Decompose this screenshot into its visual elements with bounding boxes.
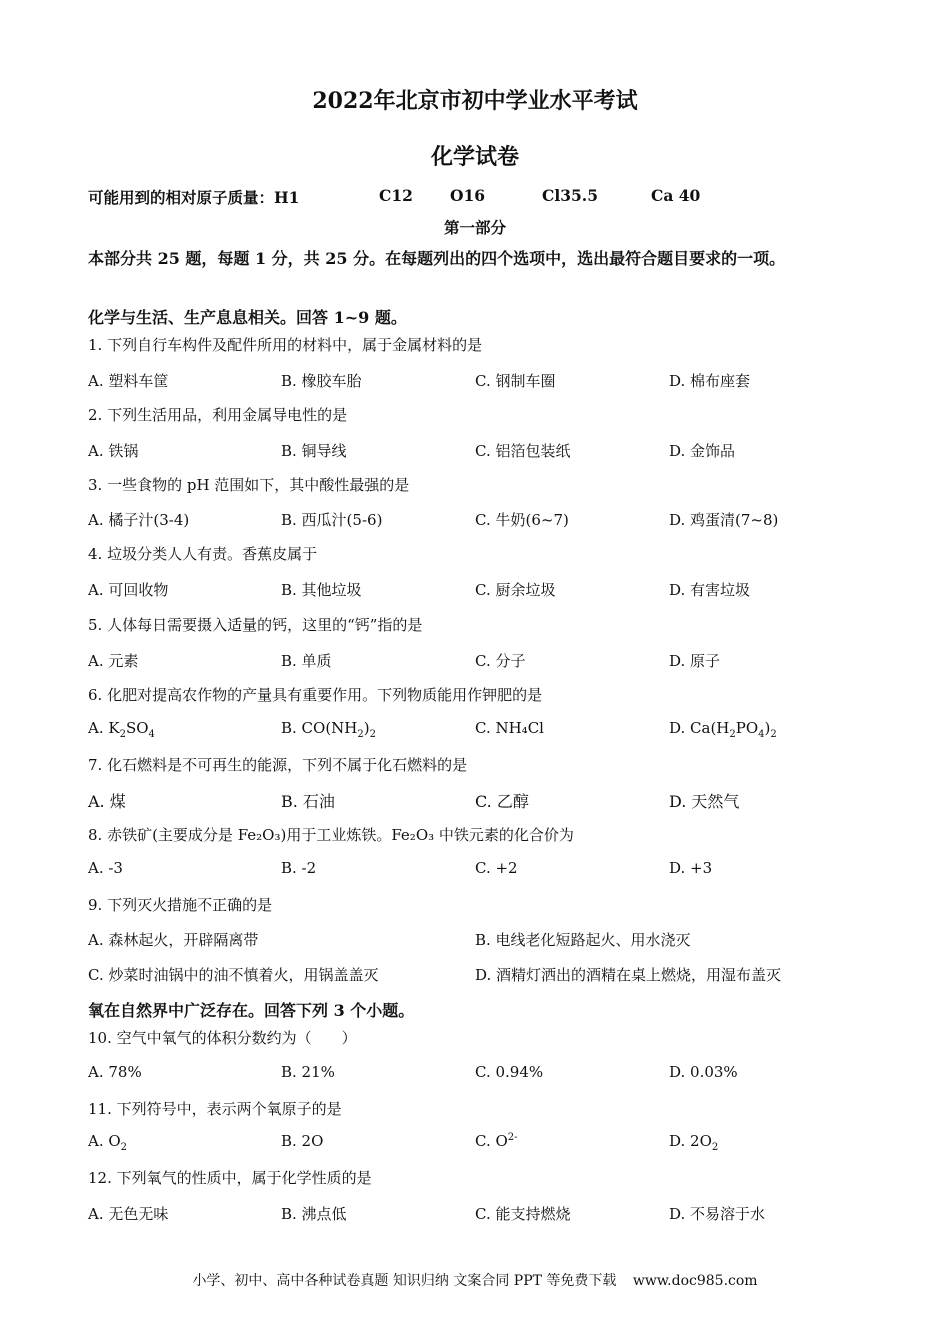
option-b: B. 西瓜汁(5-6) — [281, 511, 383, 529]
question-8-stem: 8. 赤铁矿(主要成分是 Fe₂O₃)用于工业炼铁。Fe₂O₃ 中铁元素的化合价为 — [88, 826, 574, 844]
atomic-mass-label: 可能用到的相对原子质量：H1 — [88, 188, 300, 207]
question-4-stem: 4. 垃圾分类人人有责。香蕉皮属于 — [88, 545, 318, 563]
atomic-mass-o: O16 — [450, 186, 486, 205]
option-d: D. 金饰品 — [669, 442, 736, 460]
question-3-options — [88, 509, 888, 531]
option-b: B. 21% — [281, 1063, 335, 1081]
question-12-options — [88, 1203, 888, 1225]
option-c: C. 0.94% — [475, 1063, 544, 1081]
section-heading-1: 化学与生活、生产息息相关。回答 1~9 题。 — [88, 308, 407, 327]
question-1-options — [88, 370, 888, 392]
option-d: D. 棉布座套 — [669, 372, 751, 390]
option-a: A. 无色无味 — [88, 1205, 169, 1223]
option-a: A. $K_2SO_4$ — [88, 719, 155, 740]
question-5-options — [88, 650, 888, 672]
option-c: C. 分子 — [475, 652, 526, 670]
option-b: B. 电线老化短路起火、用水浇灭 — [475, 931, 691, 949]
option-b: B. 石油 — [281, 792, 335, 811]
question-12-stem: 12. 下列氧气的性质中，属于化学性质的是 — [88, 1169, 372, 1187]
question-1-stem: 1. 下列自行车构件及配件所用的材料中，属于金属材料的是 — [88, 336, 483, 354]
atomic-mass-ca: Ca 40 — [651, 186, 701, 205]
question-9-options-row2 — [88, 964, 888, 986]
question-6-options — [88, 719, 888, 741]
option-d: D. 有害垃圾 — [669, 581, 751, 599]
option-c: C. 钢制车圈 — [475, 372, 556, 390]
section-heading-2: 氧在自然界中广泛存在。回答下列 3 个小题。 — [88, 1001, 415, 1020]
question-7-stem: 7. 化石燃料是不可再生的能源，下列不属于化石燃料的是 — [88, 756, 468, 774]
option-b: B. 橡胶车胎 — [281, 372, 362, 390]
question-2-stem: 2. 下列生活用品，利用金属导电性的是 — [88, 406, 348, 424]
question-11-stem: 11. 下列符号中，表示两个氧原子的是 — [88, 1100, 342, 1118]
option-a: A. 森林起火，开辟隔离带 — [88, 931, 259, 949]
option-a: A. -3 — [88, 859, 123, 877]
atomic-mass-cl: Cl35.5 — [542, 186, 598, 205]
option-a: A. $O_2$ — [88, 1132, 128, 1153]
option-b: B. $CO(NH_2)_2$ — [281, 719, 377, 740]
option-d: D. 天然气 — [669, 792, 740, 811]
atomic-mass-c: C12 — [379, 186, 413, 205]
option-c: C. 炒菜时油锅中的油不慎着火，用锅盖盖灭 — [88, 966, 379, 984]
question-9-options-row1 — [88, 929, 888, 951]
question-10-stem: 10. 空气中氧气的体积分数约为（ ） — [88, 1029, 357, 1047]
option-d: D. +3 — [669, 859, 713, 877]
option-b: B. -2 — [281, 859, 317, 877]
option-a: A. 塑料车筐 — [88, 372, 169, 390]
option-a: A. 铁锅 — [88, 442, 139, 460]
option-a: A. 可回收物 — [88, 581, 169, 599]
option-c: C. 厨余垃圾 — [475, 581, 556, 599]
option-a: A. 78% — [88, 1063, 142, 1081]
option-d: D. $2O_2$ — [669, 1132, 719, 1153]
option-b: B. 沸点低 — [281, 1205, 347, 1223]
question-10-options — [88, 1063, 888, 1085]
option-b: B. 2O — [281, 1132, 324, 1150]
option-d: D. 不易溶于水 — [669, 1205, 766, 1223]
part-title: 第一部分 — [443, 218, 506, 237]
option-b: B. 其他垃圾 — [281, 581, 362, 599]
footer-text: 小学、初中、高中各种试卷真题 知识归纳 文案合同 PPT 等免费下载 — [192, 1273, 617, 1289]
option-d: D. 鸡蛋清(7~8) — [669, 511, 779, 529]
footer-link[interactable]: www.doc985.com — [632, 1273, 758, 1289]
option-b: B. 铜导线 — [281, 442, 347, 460]
page-footer — [0, 1270, 950, 1290]
question-6-stem: 6. 化肥对提高农作物的产量具有重要作用。下列物质能用作钾肥的是 — [88, 686, 543, 704]
option-d: D. 原子 — [669, 652, 721, 670]
option-b: B. 单质 — [281, 652, 332, 670]
option-c: C. 铝箔包装纸 — [475, 442, 571, 460]
exam-subtitle: 化学试卷 — [430, 144, 519, 170]
option-d: D. $Ca(H_2PO_4)_2$ — [669, 719, 777, 740]
question-2-options — [88, 440, 888, 462]
option-d: D. 0.03% — [669, 1063, 738, 1081]
question-3-stem: 3. 一些食物的 pH 范围如下，其中酸性最强的是 — [88, 476, 410, 494]
option-d: D. 酒精灯洒出的酒精在桌上燃烧，用湿布盖灭 — [475, 966, 782, 984]
option-c: C. $O^{2-}$ — [475, 1132, 518, 1150]
option-c: C. 乙醇 — [475, 792, 529, 811]
option-a: A. 煤 — [88, 792, 126, 811]
question-7-options — [88, 789, 888, 811]
exam-title: 2022年北京市初中学业水平考试 — [312, 88, 638, 114]
question-9-stem: 9. 下列灭火措施不正确的是 — [88, 896, 273, 914]
question-4-options — [88, 579, 888, 601]
question-8-options — [88, 859, 888, 881]
part-intro: 本部分共 25 题，每题 1 分，共 25 分。在每题列出的四个选项中，选出最符合题目要求的一项。 — [88, 249, 786, 268]
question-11-options — [88, 1132, 888, 1154]
option-a: A. 元素 — [88, 652, 139, 670]
option-c: C. +2 — [475, 859, 518, 877]
option-c: C. 牛奶(6~7) — [475, 511, 569, 529]
option-a: A. 橘子汁(3-4) — [88, 511, 190, 529]
question-5-stem: 5. 人体每日需要摄入适量的钙，这里的“钙”指的是 — [88, 616, 423, 634]
option-c: C. 能支持燃烧 — [475, 1205, 571, 1223]
option-c: C. NH₄Cl — [475, 719, 544, 737]
